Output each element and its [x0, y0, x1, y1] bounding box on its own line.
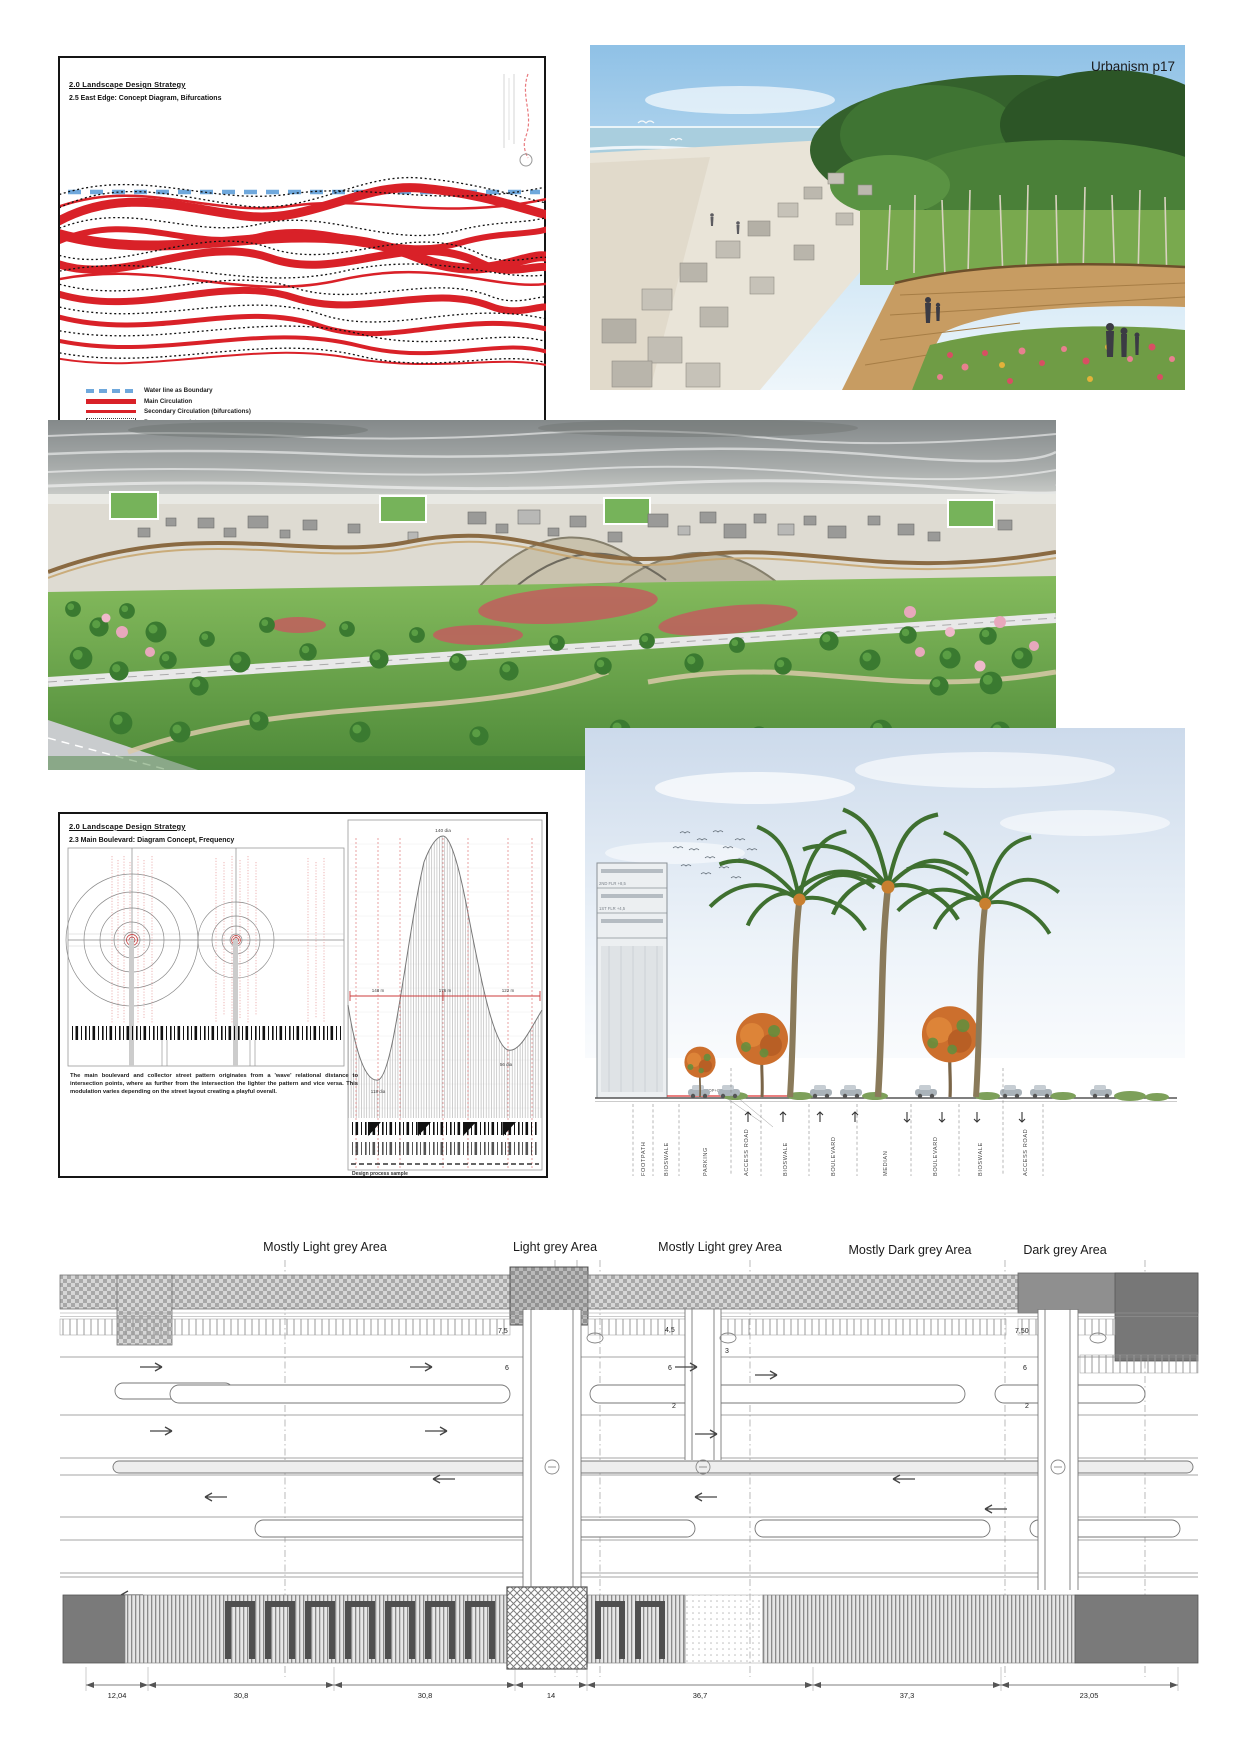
- top-arcade-band: [60, 1267, 1198, 1361]
- area-label: Mostly Light grey Area: [263, 1240, 387, 1254]
- dimension-chain: [86, 1667, 1178, 1691]
- panel-beach-render: [590, 45, 1185, 390]
- panel1-subtitle: 2.5 East Edge: Concept Diagram, Bifurcations: [69, 95, 222, 102]
- panel4-subtitle: 2.3 Main Boulevard: Diagram Concept, Frequency: [69, 837, 235, 844]
- zone-label: FOOTPATH: [641, 1141, 647, 1176]
- area-label: Light grey Area: [512, 1240, 598, 1254]
- concept-paragraph: The main boulevard and collector street pattern originates from a 'wave' relational distance to intersection points, where as further from the intersection the lighter the pattern and vice versa. This modulation varies depending on the street layout creating a playful overall.: [70, 1073, 358, 1096]
- area-label: Mostly Light grey Area: [658, 1240, 782, 1254]
- v-dim: 3: [725, 1348, 729, 1355]
- secondary-circulation-swatch: [86, 410, 136, 413]
- traffic-islands: [113, 1383, 1193, 1537]
- v-dim: 2: [1025, 1403, 1029, 1410]
- panel-masterplan-render: [48, 420, 1056, 770]
- h-dim: 23,05: [1079, 1691, 1099, 1700]
- v-dim: 7,50: [1015, 1328, 1029, 1335]
- zone-label: BOULEVARD: [831, 1136, 837, 1176]
- render-caption: Urbanism p17: [1090, 59, 1175, 74]
- h-dim: 30,8: [233, 1691, 249, 1700]
- zone-label: MEDIAN: [883, 1150, 889, 1176]
- h-dim: 37,3: [899, 1691, 915, 1700]
- h-dim: 12,04: [107, 1691, 127, 1700]
- v-dim: 6: [668, 1365, 672, 1372]
- panel-bifurcations-diagram: [58, 56, 546, 422]
- h-dim: 14: [546, 1691, 556, 1700]
- area-label: Dark grey Area: [1023, 1243, 1107, 1257]
- palm-forest: [810, 70, 1185, 287]
- legend-label: Water line as Boundary: [144, 387, 213, 394]
- legend-item-water: [86, 386, 251, 395]
- floor-label: 1ST FLR +4,5: [599, 906, 626, 911]
- rhythm-barcode: [71, 1026, 341, 1040]
- parking-strip: [588, 1319, 1006, 1335]
- area-label: Mostly Dark grey Area: [848, 1243, 972, 1257]
- legend-label: Main Circulation: [144, 397, 193, 405]
- wave-valley-left: 118 dia: [370, 1089, 386, 1094]
- wave-dim-right: 122 m: [501, 988, 515, 993]
- wave-valley-right: 56 dia: [499, 1062, 513, 1067]
- legend-item-secondary: [86, 407, 251, 416]
- frequency-drawings: [60, 814, 546, 1176]
- zone-label: BIOSWALE: [783, 1142, 789, 1176]
- panel-frequency-diagram: [58, 812, 548, 1178]
- v-dim: 4,5: [665, 1327, 675, 1334]
- main-circulation-swatch: [86, 399, 136, 404]
- zone-label: BOULEVARD: [933, 1136, 939, 1176]
- section-drawing: [585, 728, 1185, 1178]
- v-dim: 6: [1023, 1365, 1027, 1372]
- h-dim: 36,7: [692, 1691, 708, 1700]
- wave-label-top: 140 dia: [435, 829, 451, 834]
- road-badges: [545, 1333, 1106, 1474]
- bottom-colonnade-band: [63, 1587, 1198, 1669]
- water-line-swatch: [86, 389, 136, 393]
- wave-dim-left: 148 m: [371, 988, 385, 993]
- zone-label: BIOSWALE: [664, 1142, 670, 1176]
- v-dim: 6: [505, 1365, 509, 1372]
- legend-label: Secondary Circulation (bifurcations): [144, 408, 251, 415]
- beach-render-image: [590, 45, 1185, 390]
- process-caption: Design process sample: [352, 1171, 408, 1176]
- zone-label: ACCESS ROAD: [1023, 1128, 1029, 1176]
- v-dim: 7,5: [498, 1328, 508, 1335]
- masterplan-image: [48, 420, 1056, 770]
- flow-arrows: [745, 1112, 1025, 1122]
- legend-item-main: [86, 397, 251, 406]
- panel1-title: 2.0 Landscape Design Strategy: [69, 80, 186, 89]
- floor-label: 2ND FLR +8,5: [599, 881, 626, 886]
- zone-label: PARKING: [703, 1147, 709, 1176]
- zone-label: BIOSWALE: [978, 1142, 984, 1176]
- wave-diagram: [348, 820, 542, 1170]
- parking-strip: [1080, 1355, 1198, 1373]
- panel-street-plan: [55, 1215, 1200, 1720]
- v-dim: 2: [672, 1403, 676, 1410]
- bifurcation-waves-drawing: [60, 58, 546, 420]
- parking-strip: [60, 1319, 510, 1335]
- panel4-title: 2.0 Landscape Design Strategy: [69, 822, 186, 831]
- h-dim: 30,8: [417, 1691, 433, 1700]
- zone-labels: [641, 1129, 1029, 1176]
- street-plan-drawing: [55, 1215, 1200, 1720]
- wave-dim-mid: 176 m: [438, 988, 452, 993]
- zone-label: ACCESS ROAD: [744, 1128, 750, 1176]
- datum-label: SHOP+OFC: [702, 1088, 726, 1093]
- panel-boulevard-section: [585, 728, 1185, 1178]
- cross-streets: [523, 1309, 1078, 1590]
- circles-diagram: [66, 848, 344, 1066]
